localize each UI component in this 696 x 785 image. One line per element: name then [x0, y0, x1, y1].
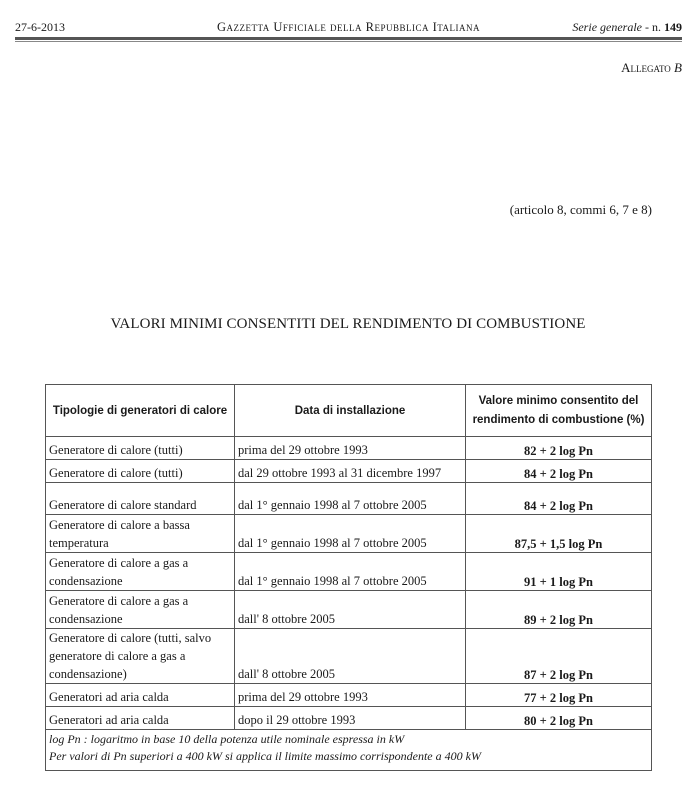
table-row — [46, 515, 652, 553]
cell-type: Generatore di calore (tutti) — [46, 437, 235, 460]
article-reference: (articolo 8, commi 6, 7 e 8) — [509, 202, 652, 217]
cell-date: dal 29 ottobre 1993 al 31 dicembre 1997 — [235, 460, 466, 483]
cell-value: 82 + 2 log Pn — [466, 437, 652, 460]
series-separator: - n. — [642, 20, 664, 34]
table-row — [46, 684, 652, 707]
cell-type: Generatore di calore a gas a condensazione — [46, 553, 235, 591]
cell-date: dal 1° gennaio 1998 al 7 ottobre 2005 — [235, 515, 466, 553]
table-row — [46, 707, 652, 730]
cell-date: dall' 8 ottobre 2005 — [235, 629, 466, 684]
header-rule-thick — [15, 37, 682, 40]
cell-type: Generatore di calore (tutti, salvo generatore di calore a gas a condensazione) — [46, 629, 235, 684]
combustion-efficiency-table — [45, 384, 652, 771]
cell-date: dall' 8 ottobre 2005 — [235, 591, 466, 629]
table-row — [46, 460, 652, 483]
cell-type: Generatori ad aria calda — [46, 684, 235, 707]
document-title: VALORI MINIMI CONSENTITI DEL RENDIMENTO DI COMBUSTIONE — [110, 316, 586, 332]
cell-type: Generatori ad aria calda — [46, 707, 235, 730]
cell-value: 80 + 2 log Pn — [466, 707, 652, 730]
series-info — [572, 20, 682, 35]
cell-value: 87,5 + 1,5 log Pn — [466, 515, 652, 553]
annex-word: Allegato — [621, 60, 671, 75]
table-row — [46, 437, 652, 460]
table-row — [46, 629, 652, 684]
cell-value: 84 + 2 log Pn — [466, 460, 652, 483]
cell-value: 84 + 2 log Pn — [466, 483, 652, 515]
cell-date: prima del 29 ottobre 1993 — [235, 437, 466, 460]
cell-value: 87 + 2 log Pn — [466, 629, 652, 684]
series-label: Serie generale — [572, 20, 642, 34]
table-row — [46, 483, 652, 515]
cell-type: Generatore di calore a gas a condensazione — [46, 591, 235, 629]
column-header-value: Valore minimo consentito del rendimento di combustione (%) — [466, 385, 652, 437]
publication-name: Gazzetta Ufficiale della Repubblica Italiana — [216, 20, 481, 34]
cell-value: 77 + 2 log Pn — [466, 684, 652, 707]
header-rule-thin — [15, 41, 682, 42]
publication-date: 27-6-2013 — [15, 20, 65, 34]
cell-date: dal 1° gennaio 1998 al 7 ottobre 2005 — [235, 483, 466, 515]
cell-type: Generatore di calore standard — [46, 483, 235, 515]
column-header-date: Data di installazione — [235, 385, 466, 437]
note-log-pn: log Pn : logaritmo in base 10 della potenza utile nominale espressa in kW — [49, 732, 405, 746]
table-notes — [46, 730, 652, 771]
cell-type: Generatore di calore a bassa temperatura — [46, 515, 235, 553]
cell-type: Generatore di calore (tutti) — [46, 460, 235, 483]
cell-date: prima del 29 ottobre 1993 — [235, 684, 466, 707]
cell-value: 89 + 2 log Pn — [466, 591, 652, 629]
annex-letter: B — [674, 60, 682, 75]
cell-date: dopo il 29 ottobre 1993 — [235, 707, 466, 730]
cell-date: dal 1° gennaio 1998 al 7 ottobre 2005 — [235, 553, 466, 591]
cell-value: 91 + 1 log Pn — [466, 553, 652, 591]
annex-label — [621, 60, 682, 76]
table-row — [46, 591, 652, 629]
issue-number: 149 — [664, 20, 682, 34]
note-pn-limit: Per valori di Pn superiori a 400 kW si applica il limite massimo corrispondente a 400 kW — [49, 749, 481, 763]
page-header — [15, 18, 682, 36]
table-notes-row — [46, 730, 652, 771]
table-header-row — [46, 385, 652, 437]
table-row — [46, 553, 652, 591]
column-header-type: Tipologie di generatori di calore — [46, 385, 235, 437]
